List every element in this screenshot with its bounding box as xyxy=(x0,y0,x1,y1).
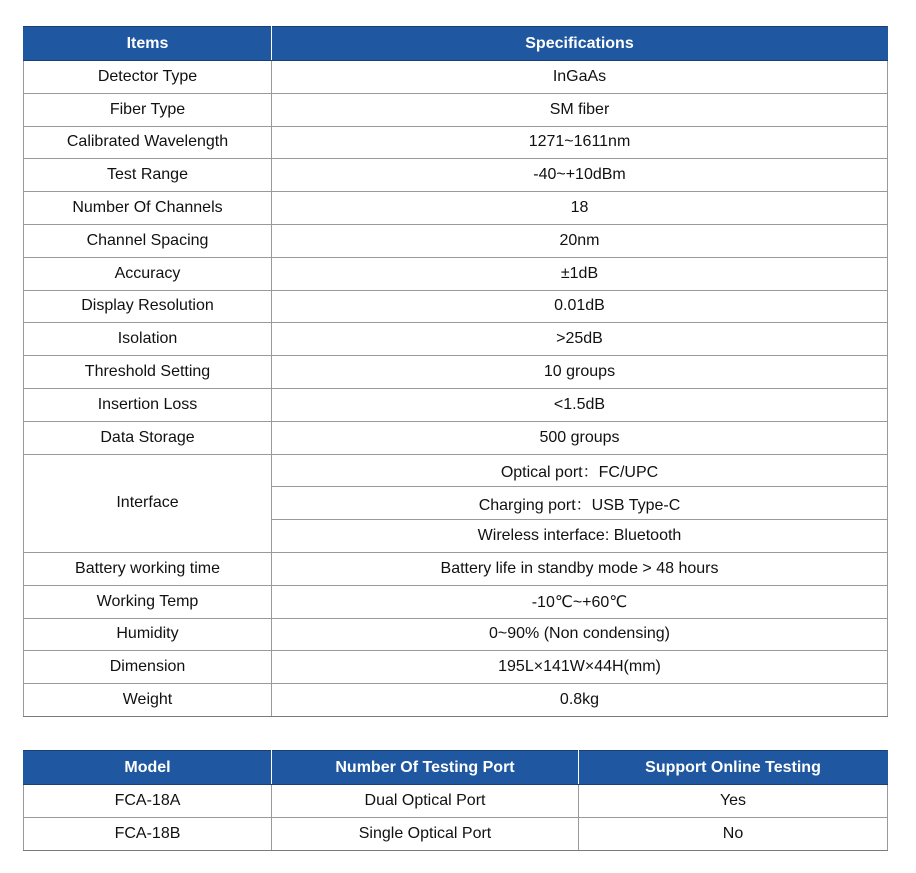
spec-item: Number Of Channels xyxy=(24,192,272,225)
model-online-testing: No xyxy=(579,817,888,850)
spec-row-weight xyxy=(24,684,888,717)
spec-value: InGaAs xyxy=(272,61,888,94)
spec-value: 1271~1611nm xyxy=(272,126,888,159)
specifications-column-header: Specifications xyxy=(272,27,888,61)
model-name: FCA-18A xyxy=(24,785,272,818)
spec-value: -10℃~+60℃ xyxy=(272,585,888,618)
spec-row-detector-type xyxy=(24,61,888,94)
spec-row-accuracy xyxy=(24,257,888,290)
spec-item: Fiber Type xyxy=(24,93,272,126)
model-testing-port: Single Optical Port xyxy=(272,817,579,850)
model-name: FCA-18B xyxy=(24,817,272,850)
spec-value: 20nm xyxy=(272,224,888,257)
spec-item: Data Storage xyxy=(24,421,272,454)
spec-item: Accuracy xyxy=(24,257,272,290)
spec-row-data-storage xyxy=(24,421,888,454)
spec-value-optical-port: Optical port：FC/UPC xyxy=(272,454,888,487)
spec-value: 10 groups xyxy=(272,356,888,389)
spec-item-interface: Interface xyxy=(24,454,272,552)
spec-value-charging-port: Charging port：USB Type-C xyxy=(272,487,888,520)
spec-item: Channel Spacing xyxy=(24,224,272,257)
spec-value-wireless-interface: Wireless interface: Bluetooth xyxy=(272,520,888,553)
spec-value: -40~+10dBm xyxy=(272,159,888,192)
spec-row-working-temp xyxy=(24,585,888,618)
spec-value: 18 xyxy=(272,192,888,225)
spec-row-test-range xyxy=(24,159,888,192)
model-row-fca-18a xyxy=(24,785,888,818)
model-table xyxy=(23,750,888,851)
spec-item: Threshold Setting xyxy=(24,356,272,389)
spec-item: Working Temp xyxy=(24,585,272,618)
spec-item: Detector Type xyxy=(24,61,272,94)
specifications-table xyxy=(23,26,888,717)
spec-item: Weight xyxy=(24,684,272,717)
spec-header-row xyxy=(24,27,888,61)
spec-row-display-resolution xyxy=(24,290,888,323)
model-testing-port: Dual Optical Port xyxy=(272,785,579,818)
spec-row-isolation xyxy=(24,323,888,356)
spec-value: ±1dB xyxy=(272,257,888,290)
spec-item: Test Range xyxy=(24,159,272,192)
spec-item: Insertion Loss xyxy=(24,388,272,421)
spec-value: 0.8kg xyxy=(272,684,888,717)
spec-value: 500 groups xyxy=(272,421,888,454)
spec-value: >25dB xyxy=(272,323,888,356)
spec-value: 195L×141W×44H(mm) xyxy=(272,651,888,684)
spec-row-dimension xyxy=(24,651,888,684)
model-row-fca-18b xyxy=(24,817,888,850)
model-column-header: Model xyxy=(24,751,272,785)
spec-row-channel-spacing xyxy=(24,224,888,257)
spec-row-calibrated-wavelength xyxy=(24,126,888,159)
spec-row-battery-working-time xyxy=(24,552,888,585)
spec-value: Battery life in standby mode > 48 hours xyxy=(272,552,888,585)
spec-item: Battery working time xyxy=(24,552,272,585)
spec-row-number-of-channels xyxy=(24,192,888,225)
items-column-header: Items xyxy=(24,27,272,61)
spec-value: 0~90% (Non condensing) xyxy=(272,618,888,651)
spec-row-interface xyxy=(24,454,888,487)
testing-port-column-header: Number Of Testing Port xyxy=(272,751,579,785)
spec-value: 0.01dB xyxy=(272,290,888,323)
model-online-testing: Yes xyxy=(579,785,888,818)
spec-value: SM fiber xyxy=(272,93,888,126)
model-header-row xyxy=(24,751,888,785)
spec-row-threshold-setting xyxy=(24,356,888,389)
spec-item: Calibrated Wavelength xyxy=(24,126,272,159)
spec-row-humidity xyxy=(24,618,888,651)
online-testing-column-header: Support Online Testing xyxy=(579,751,888,785)
spec-item: Display Resolution xyxy=(24,290,272,323)
spec-item: Isolation xyxy=(24,323,272,356)
spec-item: Humidity xyxy=(24,618,272,651)
spec-row-fiber-type xyxy=(24,93,888,126)
spec-item: Dimension xyxy=(24,651,272,684)
spec-value: <1.5dB xyxy=(272,388,888,421)
spec-row-insertion-loss xyxy=(24,388,888,421)
